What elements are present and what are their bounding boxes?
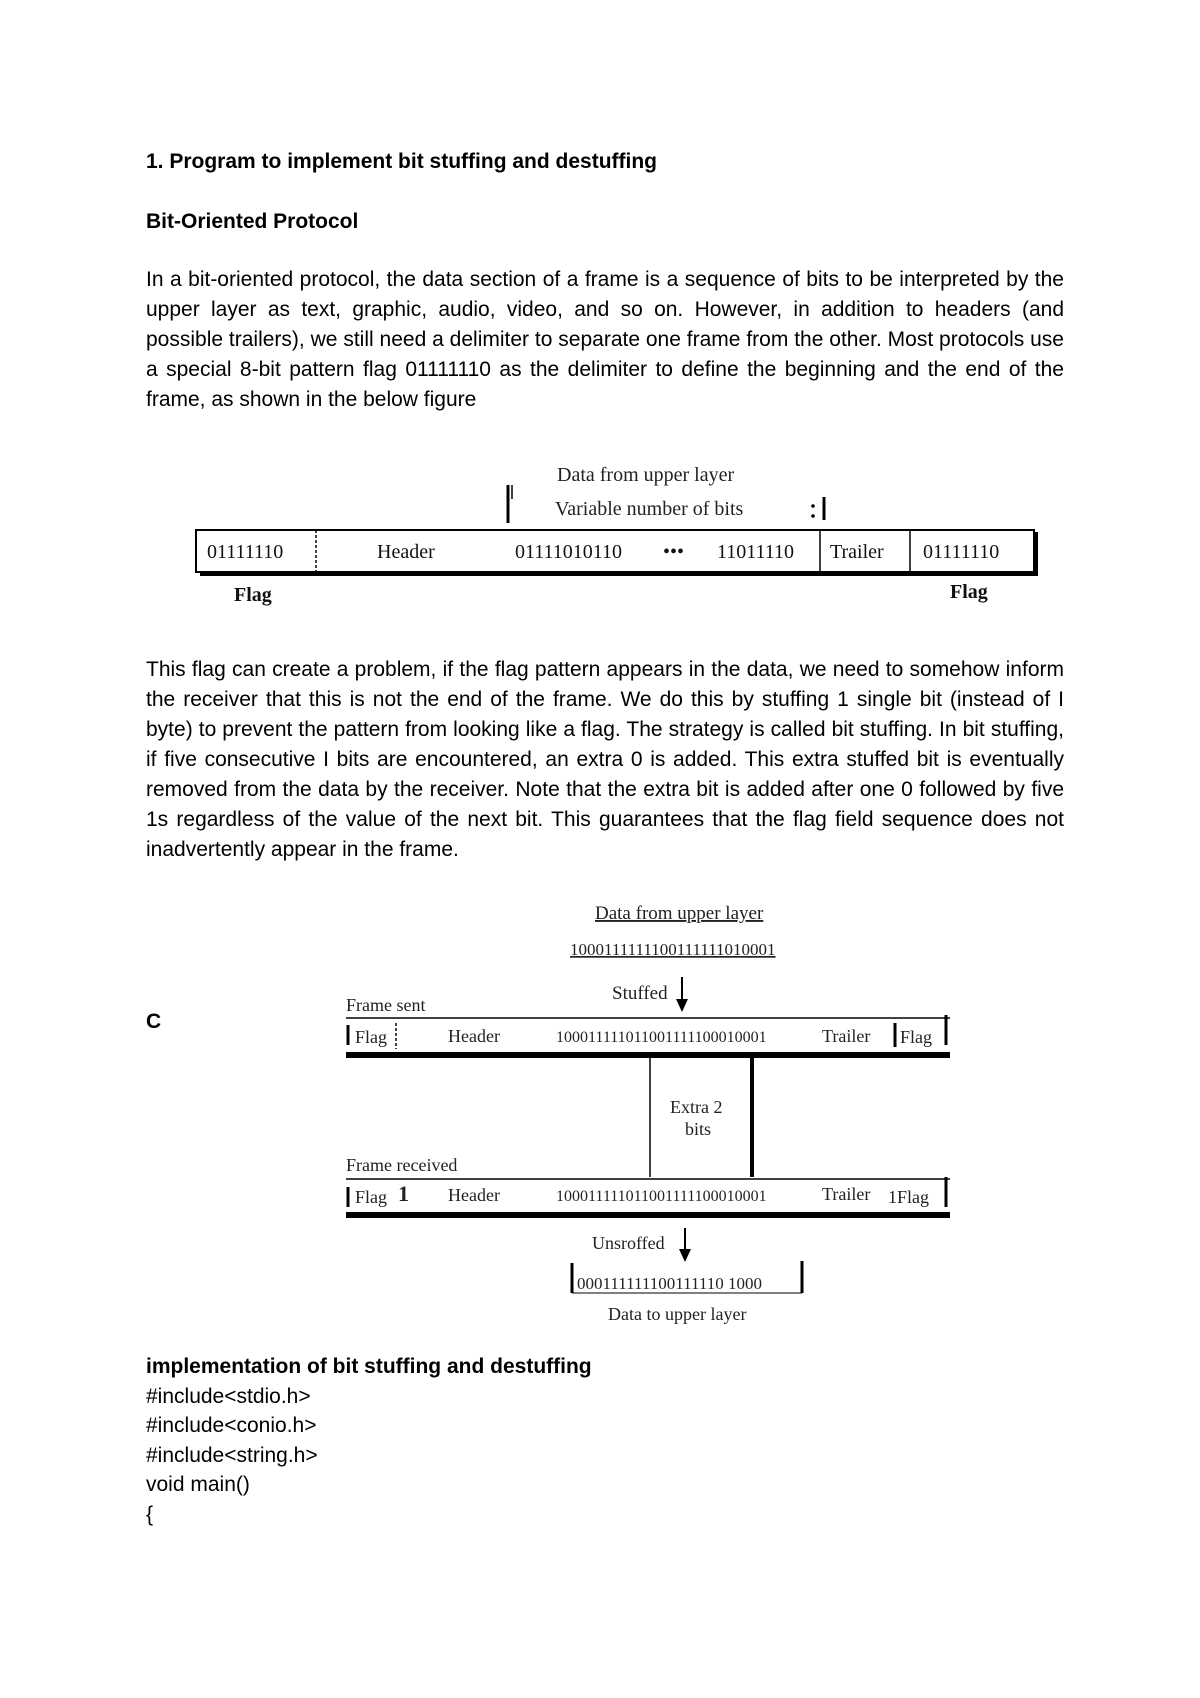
trailer-cell: Trailer: [830, 541, 884, 563]
data-end-dot: [811, 514, 815, 518]
sent-trailer: Trailer: [822, 1026, 871, 1046]
stuffed-arrow-head: [676, 999, 688, 1012]
header-cell: Header: [377, 541, 435, 563]
flag-label-left: Flag: [234, 584, 272, 606]
data-from-upper-layer-label: Data from upper layer: [557, 464, 735, 486]
ellipsis-dots: •••: [663, 541, 685, 563]
extra-bits-label: Extra 2: [670, 1097, 723, 1117]
sent-header: Header: [448, 1026, 500, 1046]
code-line: #include<string.h>: [146, 1443, 318, 1467]
code-line: #include<stdio.h>: [146, 1384, 311, 1408]
code-line: {: [146, 1502, 154, 1526]
frame-received-label: Frame received: [346, 1155, 458, 1175]
sent-flag-left: Flag: [355, 1027, 388, 1047]
c-marker: C: [146, 1010, 162, 1033]
code-line: void main(): [146, 1473, 250, 1497]
extra-bits-label-2: bits: [685, 1119, 712, 1139]
data-end-dot: [811, 504, 815, 508]
recv-bits: 100011111011001111100010001: [556, 1188, 767, 1205]
bit-stuffing-paragraph: This flag can create a problem, if the flag pattern appears in the data, we need to somehow inform the receiver that this is not the end of the frame. We do this by stuffing 1 single bit (instead of I byte) to prevent the pattern from looking like a flag. The strategy is called bit stuffing. In bit stuffing, if five consecutive I bits are encountered, an extra 0 is added. This extra stuffed bit is eventually removed from the data by the receiver. Note that the extra bit is added after one 0 followed by five 1s regardless of the value of the next bit. This guarantees that the flag field sequence does not inadvertently appear in the frame.: [146, 658, 1064, 861]
recv-trailer: Trailer: [822, 1184, 871, 1204]
data-bits-end: 11011110: [717, 541, 795, 563]
recv-header: Header: [448, 1185, 500, 1205]
sent-flag-right: Flag: [900, 1027, 933, 1047]
original-data-bits: 1000111111100111111010001: [570, 940, 776, 959]
code-title: implementation of bit stuffing and destuffing: [146, 1355, 592, 1378]
recv-flag-right: 1Flag: [888, 1187, 930, 1207]
variable-bits-label: Variable number of bits: [555, 498, 744, 520]
section-heading: 1. Program to implement bit stuffing and destuffing: [146, 150, 658, 173]
flag-bits-left: 01111110: [207, 541, 284, 563]
data-bits-start: 01111010110: [515, 541, 623, 563]
recv-one: 1: [398, 1181, 409, 1206]
unstuffed-arrow-head: [679, 1249, 691, 1262]
flag-bits-right: 01111110: [923, 541, 1000, 563]
flag-label-right: Flag: [950, 581, 988, 603]
intro-paragraph: In a bit-oriented protocol, the data section of a frame is a sequence of bits to be interpreted by the upper layer as text, graphic, audio, video, and so on. However, in addition to headers (and possible trailers), we still need a delimiter to separate one frame from the other. Most protocols use a special 8-bit pattern flag 01111110 as the delimiter to define the beginning and the end of the frame, as shown in the below figure: [146, 268, 1064, 411]
code-line: #include<conio.h>: [146, 1414, 317, 1438]
recv-flag-left: Flag: [355, 1187, 388, 1207]
unstuffed-label: Unsroffed: [592, 1233, 665, 1253]
subsection-heading: Bit-Oriented Protocol: [146, 210, 359, 233]
code-listing: [146, 1352, 592, 1530]
bit-stuffing-figure: [340, 895, 960, 1335]
data-to-upper-layer-label: Data to upper layer: [608, 1304, 747, 1324]
frame-sent-label: Frame sent: [346, 995, 426, 1015]
frame-format-figure: [190, 455, 1050, 615]
stuffed-label: Stuffed: [612, 983, 668, 1004]
sent-bits: 100011111011001111100010001: [556, 1029, 767, 1046]
data-from-upper-layer-label: Data from upper layer: [595, 903, 764, 924]
output-data-bits: 000111111100111110 1000: [577, 1274, 762, 1293]
